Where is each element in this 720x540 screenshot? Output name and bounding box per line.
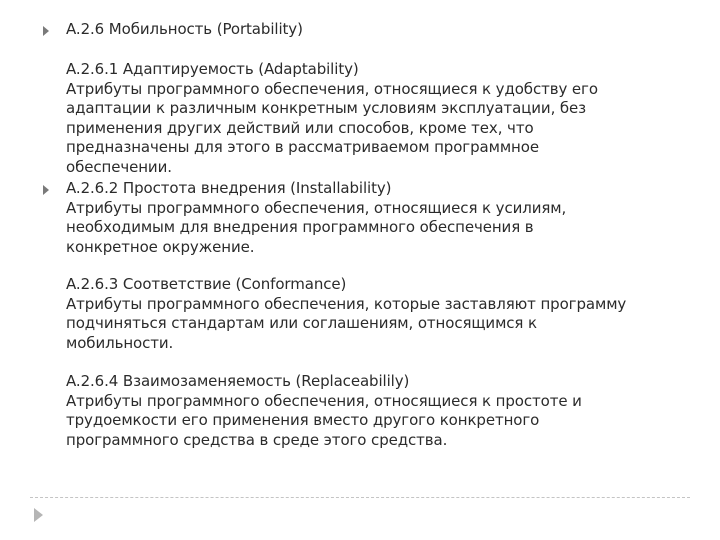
section-title: A.2.6 Мобильность (Portability) — [66, 20, 303, 38]
triangle-bullet-icon — [43, 185, 49, 195]
section-text-line: Атрибуты программного обеспечения, относящиеся к простоте и — [66, 391, 582, 410]
triangle-bullet-icon — [43, 26, 49, 36]
section-text-line: конкретное окружение. — [66, 237, 255, 256]
section-title: A.2.6.2 Простота внедрения (Installability) — [66, 179, 392, 197]
footer-divider — [30, 497, 690, 498]
section-conformance — [66, 275, 706, 353]
section-portability — [66, 20, 706, 40]
section-text-line: Атрибуты программного обеспечения, относящиеся к удобству его — [66, 79, 598, 98]
section-text-line: трудоемкости его применения вместо другого конкретного — [66, 411, 540, 429]
section-text-line: адаптации к различным конкретным условиям эксплуатации, без — [66, 99, 587, 117]
section-text-line: Атрибуты программного обеспечения, которые заставляют программу — [66, 294, 627, 313]
section-replaceability — [66, 372, 706, 450]
section-text-line: программного средства в среде этого средства. — [66, 430, 448, 449]
section-text-line: Атрибуты программного обеспечения, относящиеся к усилиям, — [66, 198, 567, 217]
section-text-line: предназначены для этого в рассматриваемом программное — [66, 138, 539, 156]
section-text-line: подчиняться стандартам или соглашениям, относящимся к — [66, 314, 537, 332]
section-text-line: применения других действий или способов, кроме тех, что — [66, 118, 534, 137]
section-text-line: мобильности. — [66, 333, 174, 352]
section-text-line: необходимым для внедрения программного обеспечения в — [66, 218, 534, 236]
section-installability — [66, 179, 706, 257]
section-adaptability — [66, 60, 706, 177]
section-text-line: обеспечении. — [66, 157, 172, 176]
section-title: A.2.6.4 Взаимозаменяемость (Replaceabilily) — [66, 372, 410, 390]
section-title: A.2.6.1 Адаптируемость (Adaptability) — [66, 60, 359, 78]
section-title: A.2.6.3 Соответствие (Conformance) — [66, 275, 347, 293]
next-slide-arrow-icon[interactable] — [34, 508, 43, 522]
